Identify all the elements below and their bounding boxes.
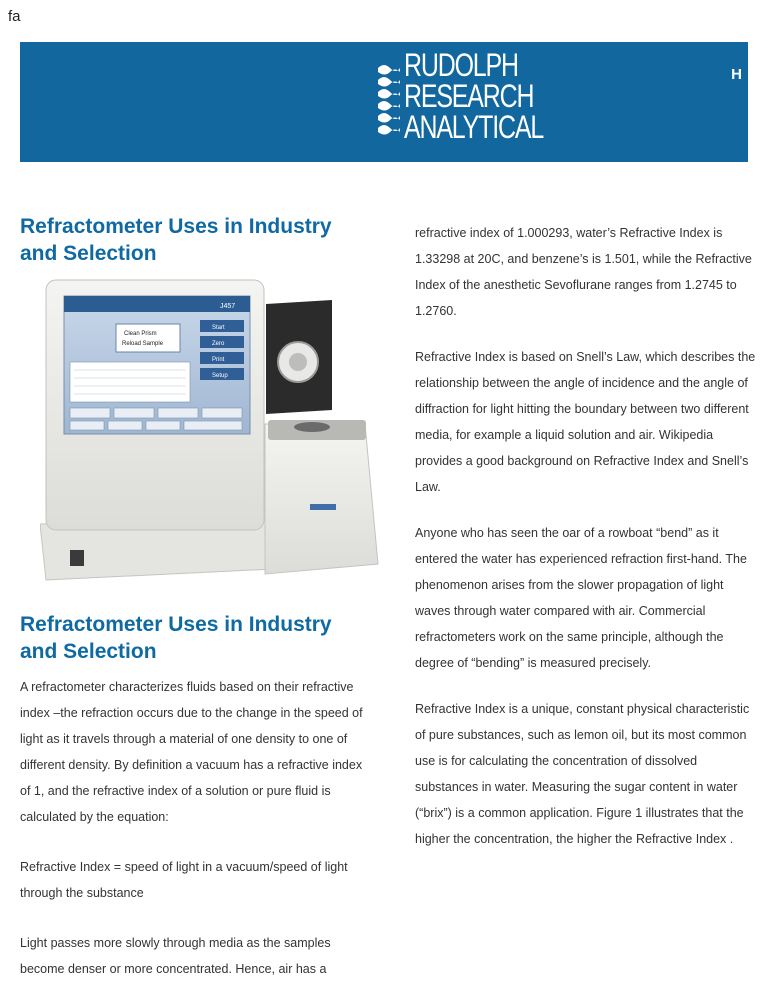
right-text-column <box>415 220 760 852</box>
logo-line-2: RESEARCH <box>404 78 534 114</box>
device-button-print: Print <box>212 357 225 363</box>
left-paragraph-2: Refractive Index = speed of light in a vacuum/speed of light through the substance <box>20 860 348 900</box>
right-paragraph-1: refractive index of 1.000293, water’s Refractive Index is 1.33298 at 20C, and benzene’s is 1.501, while the Refractive Index of the anesthetic Sevoflurane ranges from 1.2745 to 1.2760. <box>415 226 752 318</box>
device-screen-label: J457 <box>220 303 236 310</box>
right-paragraph-2: Refractive Index is based on Snell’s Law, which describes the relationship between the angle of incidence and the angle of diffraction for light hitting the boundary between two different media, for example a liquid solution and air. Wikipedia provides a good background on Refractive Index and Snell’s Law. <box>415 350 756 494</box>
right-paragraph-4: Refractive Index is a unique, constant physical characteristic of pure substances, such as lemon oil, but its most common use is for calculating the concentration of dissolved substances in water. Measuring the sugar content in water (“brix”) is a common application. Figure 1 illustrates that the higher the concentration, the higher the Refractive Index . <box>415 702 750 846</box>
device-button-start: Start <box>212 325 225 331</box>
rudolph-logo <box>376 47 556 154</box>
device-screen-item-2: Reload Sample <box>122 341 164 347</box>
right-paragraph-3: Anyone who has seen the oar of a rowboat “bend” as it entered the water has experienced refraction first-hand. The phenomenon arises from the slower propagation of light waves through water compared with air. Commercial refractometers work on the same principle, although the degree of “bending” is measured precisely. <box>415 526 747 670</box>
header-banner <box>20 42 748 162</box>
logo-wave-icon <box>376 58 400 144</box>
left-text-column <box>20 674 370 982</box>
page-title-middle: Refractometer Uses in Industry and Selection <box>20 613 332 663</box>
page-title-top: Refractometer Uses in Industry and Selection <box>20 215 332 265</box>
device-button-setup: Setup <box>212 373 228 379</box>
left-paragraph-1: A refractometer characterizes fluids based on their refractive index –the refraction occurs due to the change in the speed of light as it travels through a material of one density to one of different density. By definition a vacuum has a refractive index of 1, and the refractive index of a solution or pure fluid is calculated by the equation: <box>20 680 363 824</box>
logo-line-3: ANALYTICAL <box>404 109 544 145</box>
banner-edge-text: H <box>731 66 742 83</box>
refractometer-image <box>40 274 386 586</box>
device-screen-item-1: Clean Prism <box>124 331 157 337</box>
logo-wordmark <box>404 47 582 145</box>
left-paragraph-3: Light passes more slowly through media as the samples become denser or more concentrated. Hence, air has a <box>20 936 331 976</box>
logo-line-1: RUDOLPH <box>404 47 518 83</box>
page-corner-text: fa <box>8 8 21 25</box>
device-button-zero: Zero <box>212 341 225 347</box>
